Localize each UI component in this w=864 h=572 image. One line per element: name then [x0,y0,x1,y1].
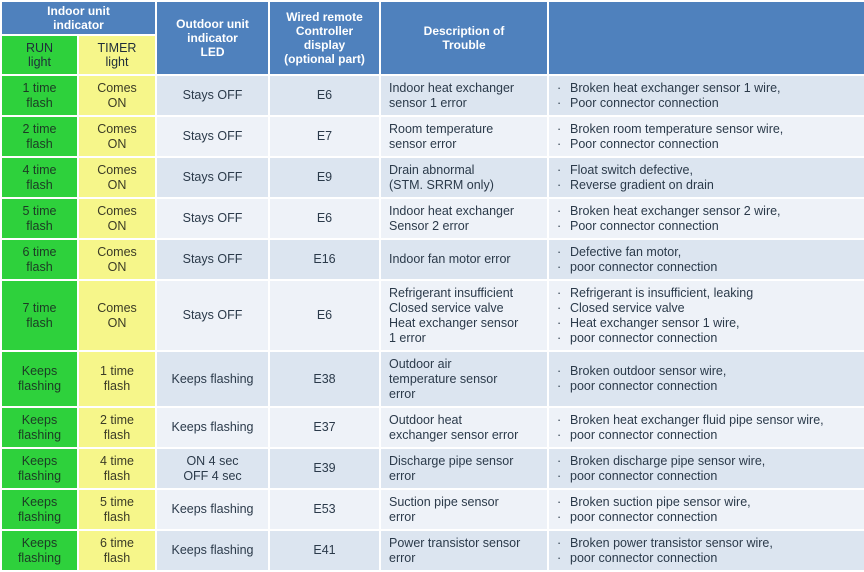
troubleshooting-item [557,316,864,331]
troubleshooting-item [557,454,864,469]
outdoor-led-cell: Keeps flashing [156,407,269,448]
header-wired-remote: Wired remote Controller display (optional part) [269,1,380,75]
header-description: Description of Trouble [380,1,548,75]
troubleshooting-item [557,495,864,510]
bullet-icon: · [557,453,562,468]
troubleshooting-text: Broken heat exchanger fluid pipe sensor wire, [570,412,824,427]
timer-light-cell: 5 time flash [78,489,156,530]
bullet-icon: · [557,494,562,509]
troubleshooting-text: poor connector connection [570,550,718,565]
troubleshooting-item [557,178,864,193]
bullet-icon: · [557,412,562,427]
run-light-cell: 4 time flash [1,157,78,198]
bullet-icon: · [557,427,562,442]
description-cell: Indoor fan motor error [380,239,548,280]
outdoor-led-cell: Stays OFF [156,116,269,157]
troubleshooting-cell [548,239,864,280]
troubleshooting-item [557,364,864,379]
error-code-cell: E16 [269,239,380,280]
bullet-icon: · [557,203,562,218]
error-code-cell: E39 [269,448,380,489]
troubleshooting-item [557,96,864,111]
troubleshooting-text: Float switch defective, [570,162,693,177]
description-cell: Power transistor sensor error [380,530,548,571]
header-outdoor-led: Outdoor unit indicator LED [156,1,269,75]
run-light-cell: Keeps flashing [1,351,78,407]
troubleshooting-text: Broken heat exchanger sensor 2 wire, [570,203,781,218]
bullet-icon: · [557,468,562,483]
troubleshooting-item [557,137,864,152]
header-troubleshooting [548,1,864,75]
timer-light-cell: Comes ON [78,116,156,157]
bullet-icon: · [557,379,562,393]
troubleshooting-text: Broken heat exchanger sensor 1 wire, [570,80,781,95]
bullet-icon: · [557,535,562,550]
troubleshooting-text: Closed service valve [570,300,685,315]
description-cell: Indoor heat exchanger Sensor 2 error [380,198,548,239]
troubleshooting-item [557,245,864,260]
troubleshooting-item [557,551,864,566]
run-light-cell: 5 time flash [1,198,78,239]
error-code-cell: E38 [269,351,380,407]
header-indoor-unit-indicator: Indoor unit indicator [1,1,156,35]
table-row [1,75,864,116]
troubleshooting-cell [548,351,864,407]
timer-light-cell: Comes ON [78,75,156,116]
troubleshooting-text: Broken outdoor sensor wire, [570,364,727,378]
bullet-icon: · [557,95,562,110]
error-code-cell: E7 [269,116,380,157]
bullet-icon: · [557,218,562,233]
troubleshooting-text: poor connector connection [570,468,718,483]
troubleshooting-text: Broken suction pipe sensor wire, [570,494,751,509]
outdoor-led-cell: Stays OFF [156,75,269,116]
troubleshooting-cell [548,407,864,448]
bullet-icon: · [557,162,562,177]
description-cell: Outdoor heat exchanger sensor error [380,407,548,448]
troubleshooting-text: poor connector connection [570,427,718,442]
troubleshooting-cell [548,280,864,351]
troubleshooting-item [557,260,864,275]
troubleshooting-text: Defective fan motor, [570,244,682,259]
header-run-light: RUN light [1,35,78,75]
outdoor-led-cell: Stays OFF [156,157,269,198]
table-row [1,239,864,280]
description-cell: Drain abnormal (STM. SRRM only) [380,157,548,198]
troubleshooting-item [557,379,864,394]
error-code-cell: E53 [269,489,380,530]
troubleshooting-item [557,428,864,443]
troubleshooting-cell [548,75,864,116]
table-row [1,407,864,448]
bullet-icon: · [557,315,562,330]
timer-light-cell: Comes ON [78,157,156,198]
troubleshooting-cell [548,489,864,530]
bullet-icon: · [557,136,562,151]
troubleshooting-item [557,413,864,428]
description-cell: Outdoor air temperature sensor error [380,351,548,407]
troubleshooting-text: Broken discharge pipe sensor wire, [570,453,766,468]
troubleshooting-cell [548,116,864,157]
troubleshooting-item [557,81,864,96]
troubleshooting-item [557,122,864,137]
run-light-cell: Keeps flashing [1,407,78,448]
troubleshooting-cell [548,198,864,239]
timer-light-cell: 1 time flash [78,351,156,407]
error-code-cell: E6 [269,75,380,116]
run-light-cell: 2 time flash [1,116,78,157]
outdoor-led-cell: Stays OFF [156,280,269,351]
troubleshooting-cell [548,157,864,198]
troubleshooting-text: Heat exchanger sensor 1 wire, [570,315,740,330]
troubleshooting-text: Poor connector connection [570,218,719,233]
bullet-icon: · [557,80,562,95]
error-code-cell: E41 [269,530,380,571]
outdoor-led-cell: Keeps flashing [156,530,269,571]
outdoor-led-cell: Stays OFF [156,198,269,239]
table-row [1,351,864,407]
outdoor-led-cell: Keeps flashing [156,351,269,407]
troubleshooting-item [557,204,864,219]
troubleshooting-text: poor connector connection [570,379,718,393]
troubleshooting-text: Reverse gradient on drain [570,177,714,192]
error-code-cell: E9 [269,157,380,198]
bullet-icon: · [557,509,562,524]
bullet-icon: · [557,550,562,565]
outdoor-led-cell: Stays OFF [156,239,269,280]
error-code-cell: E6 [269,198,380,239]
troubleshooting-text: Poor connector connection [570,95,719,110]
bullet-icon: · [557,364,562,378]
run-light-cell: 1 time flash [1,75,78,116]
troubleshooting-item [557,301,864,316]
header-timer-light: TIMER light [78,35,156,75]
troubleshooting-item [557,536,864,551]
timer-light-cell: Comes ON [78,239,156,280]
troubleshooting-text: Poor connector connection [570,136,719,151]
table-body [1,75,864,571]
description-cell: Room temperature sensor error [380,116,548,157]
troubleshooting-cell [548,448,864,489]
bullet-icon: · [557,259,562,274]
timer-light-cell: Comes ON [78,280,156,351]
troubleshooting-cell [548,530,864,571]
run-light-cell: 6 time flash [1,239,78,280]
outdoor-led-cell: Keeps flashing [156,489,269,530]
troubleshooting-item [557,163,864,178]
troubleshooting-item [557,219,864,234]
troubleshooting-item [557,286,864,301]
troubleshooting-text: poor connector connection [570,259,718,274]
description-cell: Indoor heat exchanger sensor 1 error [380,75,548,116]
troubleshooting-item [557,510,864,525]
run-light-cell: Keeps flashing [1,489,78,530]
error-code-cell: E6 [269,280,380,351]
troubleshooting-item [557,331,864,346]
timer-light-cell: 2 time flash [78,407,156,448]
table-row [1,198,864,239]
run-light-cell: Keeps flashing [1,530,78,571]
table-row [1,489,864,530]
timer-light-cell: 4 time flash [78,448,156,489]
timer-light-cell: Comes ON [78,198,156,239]
bullet-icon: · [557,300,562,315]
run-light-cell: 7 time flash [1,280,78,351]
run-light-cell: Keeps flashing [1,448,78,489]
table-row [1,116,864,157]
bullet-icon: · [557,177,562,192]
bullet-icon: · [557,285,562,300]
table-row [1,448,864,489]
table-row [1,157,864,198]
bullet-icon: · [557,244,562,259]
bullet-icon: · [557,121,562,136]
error-code-cell: E37 [269,407,380,448]
troubleshooting-text: poor connector connection [570,509,718,524]
outdoor-led-cell: ON 4 sec OFF 4 sec [156,448,269,489]
troubleshooting-text: Broken power transistor sensor wire, [570,535,773,550]
table-row [1,280,864,351]
description-cell: Refrigerant insufficient Closed service valve Heat exchanger sensor 1 error [380,280,548,351]
table-row [1,530,864,571]
troubleshooting-item [557,469,864,484]
description-cell: Suction pipe sensor error [380,489,548,530]
timer-light-cell: 6 time flash [78,530,156,571]
bullet-icon: · [557,330,562,345]
description-cell: Discharge pipe sensor error [380,448,548,489]
troubleshooting-text: Refrigerant is insufficient, leaking [570,285,754,300]
troubleshooting-text: poor connector connection [570,330,718,345]
troubleshooting-text: Broken room temperature sensor wire, [570,121,784,136]
